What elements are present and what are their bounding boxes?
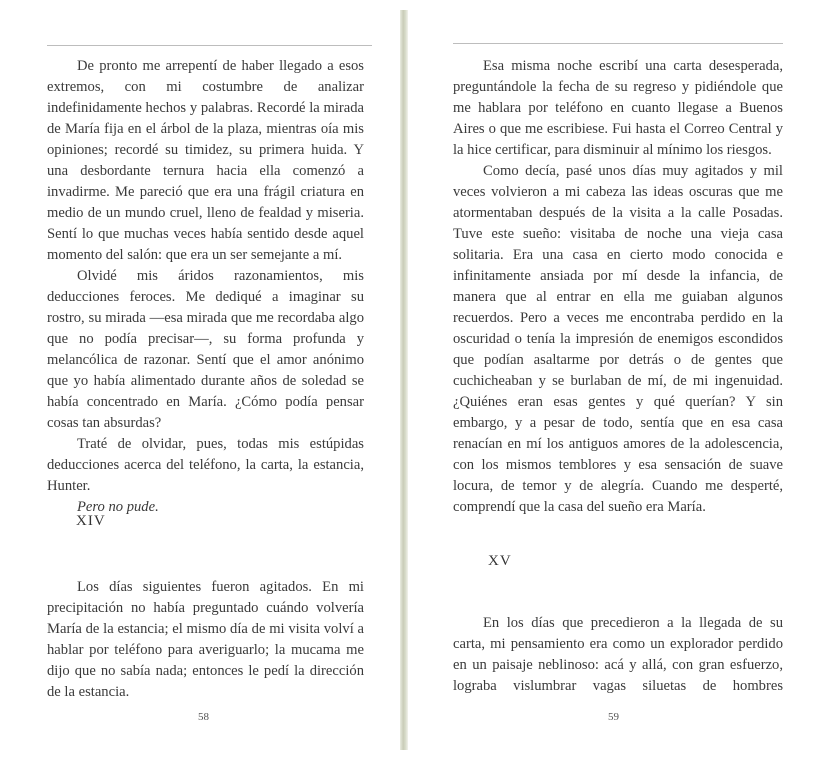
- left-page: [0, 0, 400, 761]
- chapter-heading: XIV: [76, 513, 106, 529]
- book-gutter: [400, 10, 408, 750]
- right-text-block-2: [453, 613, 783, 697]
- left-text-block-2: [47, 577, 364, 703]
- header-rule: [453, 43, 783, 44]
- paragraph: Olvidé mis áridos razonamientos, mis deducciones feroces. Me dediqué a imaginar su rostro, su mirada —esa mirada que me recordaba algo que no podía precisar—, su forma profunda y melancólica de razonar. Sentí que el amor anónimo que yo había alimentado durante años de soledad se había concentrado en María. ¿Cómo podía pensar cosas tan absurdas?: [47, 268, 364, 431]
- paragraph: De pronto me arrepentí de haber llegado a esos extremos, con mi costumbre de analizar indefinidamente hechos y palabras. Recordé la mirada de María fija en el árbol de la plaza, mientras oía mis opiniones; recordé su timidez, su primera huida. Y una desbordante ternura hacia ella comenzó a invadirme. Me pareció que era una frágil criatura en medio de un mundo cruel, lleno de fealdad y miseria. Sentí lo que muchas veces había sentido desde aquel momento del salón: que era un ser semejante a mí.: [47, 58, 364, 263]
- right-text-block-1: [453, 56, 783, 518]
- left-text-block-1: [47, 56, 364, 518]
- paragraph: Como decía, pasé unos días muy agitados y mil veces volvieron a mi cabeza las ideas oscuras que me atormentaban después de la visita a la calle Posadas. Tuve este sueño: visitaba de noche una vieja casa solitaria. Era una casa en cierto modo conocida e infinitamente ansiada por mí desde la infancia, de manera que al entrar en ella me guiaban algunos recuerdos. Pero a veces me encontraba perdido en la oscuridad o tenía la impresión de enemigos escondidos que podían asaltarme por detrás o de gentes que cuchicheaban y se burlaban de mí, de mi ingenuidad. ¿Quiénes eran esas gentes y qué querían? Y sin embargo, y a pesar de todo, sentía que en esa casa renacían en mí los antiguos amores de la adolescencia, con los mismos temblores y esa sensación de suave locura, de temor y de alegría. Cuando me desperté, comprendí que la casa del sueño era María.: [453, 163, 783, 515]
- paragraph: Traté de olvidar, pues, todas mis estúpidas deducciones acerca del teléfono, la carta, la estancia, Hunter.: [47, 436, 364, 494]
- right-page: [408, 0, 828, 761]
- header-rule: [47, 45, 372, 46]
- paragraph: Los días siguientes fueron agitados. En mi precipitación no había preguntado cuándo volvería María de la estancia; el mismo día de mi visita volví a hablar por teléfono para averiguarlo; la mucama me dijo que no sabía nada; entonces le pedí la dirección de la estancia.: [47, 579, 364, 700]
- paragraph: Esa misma noche escribí una carta desesperada, preguntándole la fecha de su regreso y pidiéndole que me hablara por teléfono en cuanto llegase a Buenos Aires o que me escribiese. Fui hasta el Correo Central y la hice certificar, para disminuir al mínimo los riesgos.: [453, 58, 783, 158]
- paragraph: En los días que precedieron a la llegada de su carta, mi pensamiento era como un explorador perdido en un paisaje neblinoso: acá y allá, con gran esfuerzo, lograba vislumbrar vagas siluetas de hombres: [453, 615, 783, 694]
- page-number: 58: [198, 711, 209, 723]
- page-number: 59: [608, 711, 619, 723]
- paragraph-italic: Pero no pude.: [77, 499, 159, 515]
- chapter-heading: XV: [488, 553, 512, 569]
